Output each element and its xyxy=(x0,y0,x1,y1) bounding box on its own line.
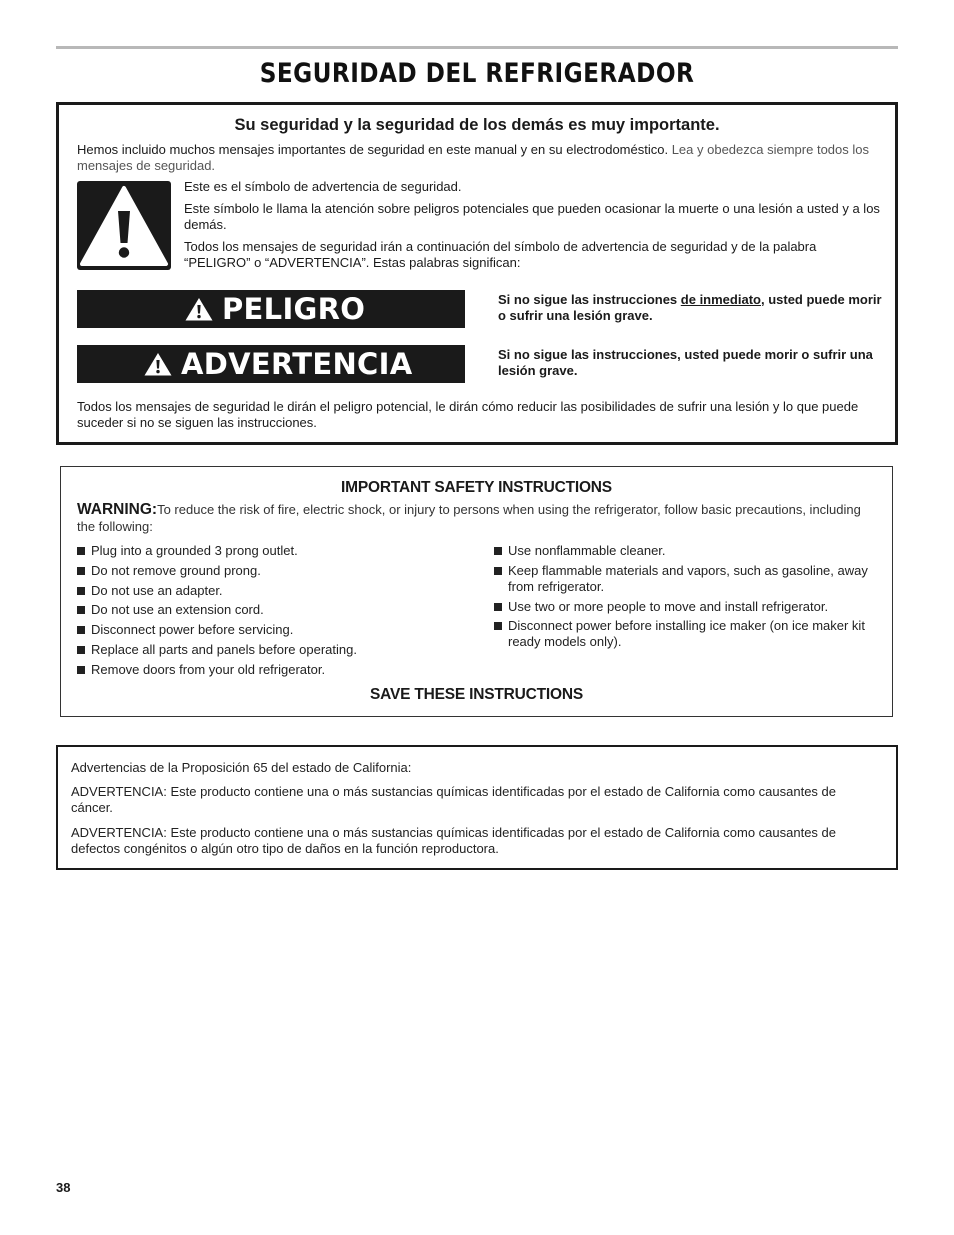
safety-intro-main: Hemos incluido muchos mensajes importantes de seguridad en este manual y en su electrodoméstico. xyxy=(77,142,672,157)
bullet-square-icon xyxy=(77,567,85,575)
warning-label: WARNING: xyxy=(77,501,158,518)
danger-desc-underline: de inmediato xyxy=(680,292,761,307)
warning-triangle-icon xyxy=(143,351,173,377)
warning-banner xyxy=(77,345,465,383)
bullet-square-icon xyxy=(77,606,85,614)
bullet-square-icon xyxy=(494,567,502,575)
list-item xyxy=(494,599,879,615)
symbol-line-1: Este es el símbolo de advertencia de seguridad. xyxy=(184,179,462,194)
list-item-text: Use nonflammable cleaner. xyxy=(508,543,666,558)
list-item-text: Plug into a grounded 3 prong outlet. xyxy=(91,543,298,558)
list-item-text: Do not use an adapter. xyxy=(91,582,223,598)
list-item xyxy=(77,543,467,559)
safety-intro xyxy=(77,142,887,174)
symbol-line-3: Todos los mensajes de seguridad irán a continuación del símbolo de advertencia de seguridad y de la palabra “PELIGRO” o “ADVERTENCIA”. Estas palabras significan: xyxy=(184,239,817,270)
list-item-text: Disconnect power before installing ice maker (on ice maker kit ready models only). xyxy=(508,618,865,650)
bullet-square-icon xyxy=(494,603,502,611)
list-item xyxy=(494,563,879,595)
danger-banner xyxy=(77,290,465,328)
danger-desc-after: , usted puede morir o sufrir una lesión grave. xyxy=(498,292,882,323)
list-item xyxy=(77,642,467,658)
instructions-warning xyxy=(77,501,882,535)
top-rule xyxy=(56,46,898,49)
safety-message-box xyxy=(56,102,898,445)
danger-desc-before: Si no sigue las instrucciones xyxy=(498,292,681,307)
warning-word: ADVERTENCIA xyxy=(181,347,413,381)
page-title: SEGURIDAD DEL REFRIGERADOR xyxy=(259,58,695,89)
prop65-title: Advertencias de la Proposición 65 del estado de California: xyxy=(71,760,412,775)
safety-alert-exclamation-icon xyxy=(77,181,171,270)
important-safety-instructions-box xyxy=(60,466,893,717)
safety-box-heading: Su seguridad y la seguridad de los demás es muy importante. xyxy=(234,116,720,134)
prop65-reproductive-warning: ADVERTENCIA: Este producto contiene una o más sustancias químicas identificadas por el estado de California como causantes de defectos congénitos o algún otro tipo de daños en la función reproductora. xyxy=(71,825,837,856)
warning-triangle-icon xyxy=(184,296,214,322)
bullet-square-icon xyxy=(77,666,85,674)
list-item xyxy=(494,618,879,650)
list-item xyxy=(77,583,467,599)
danger-description xyxy=(498,292,883,324)
instructions-heading: IMPORTANT SAFETY INSTRUCTIONS xyxy=(341,479,612,496)
list-item-text: Remove doors from your old refrigerator. xyxy=(91,661,326,677)
list-item xyxy=(77,602,467,618)
bullet-square-icon xyxy=(77,626,85,634)
list-item-text: Disconnect power before servicing. xyxy=(91,622,294,638)
prop65-cancer-warning: ADVERTENCIA: Este producto contiene una o más sustancias químicas identificadas por el estado de California como causantes de cáncer. xyxy=(71,784,837,815)
bullet-square-icon xyxy=(77,587,85,595)
list-item xyxy=(494,543,879,559)
list-item xyxy=(77,662,467,678)
list-item-text: Keep flammable materials and vapors, such as gasoline, away from refrigerator. xyxy=(508,562,868,594)
bullet-square-icon xyxy=(77,646,85,654)
safety-closing: Todos los mensajes de seguridad le dirán el peligro potencial, le dirán cómo reducir las posibilidades de sufrir una lesión y lo que puede suceder si no se siguen las instrucciones. xyxy=(77,399,859,430)
symbol-line-2: Este símbolo le llama la atención sobre peligros potenciales que pueden ocasionar la muerte o una lesión a usted y a los demás. xyxy=(184,201,880,232)
page-number: 38 xyxy=(56,1180,71,1195)
list-item-text: Do not use an extension cord. xyxy=(91,602,264,618)
warning-description: Si no sigue las instrucciones, usted puede morir o sufrir una lesión grave. xyxy=(498,347,873,378)
list-item xyxy=(77,563,467,579)
list-item xyxy=(77,622,467,638)
bullet-square-icon xyxy=(494,622,502,630)
list-item-text: Replace all parts and panels before operating. xyxy=(91,641,357,657)
warning-text: To reduce the risk of fire, electric shock, or injury to persons when using the refrigerator, follow basic precautions, including the following: xyxy=(77,502,861,534)
bullet-square-icon xyxy=(494,547,502,555)
list-item-text: Use two or more people to move and install refrigerator. xyxy=(508,598,829,614)
prop65-warning-box xyxy=(56,745,898,870)
safety-intro-soft: Lea y obedezca siempre todos los mensajes de seguridad. xyxy=(77,142,869,173)
danger-word: PELIGRO xyxy=(222,292,366,326)
instructions-list-right xyxy=(494,543,879,654)
list-item-text: Do not remove ground prong. xyxy=(91,562,261,578)
save-instructions-footer: SAVE THESE INSTRUCTIONS xyxy=(370,686,583,703)
instructions-list-left xyxy=(77,543,467,682)
bullet-square-icon xyxy=(77,547,85,555)
